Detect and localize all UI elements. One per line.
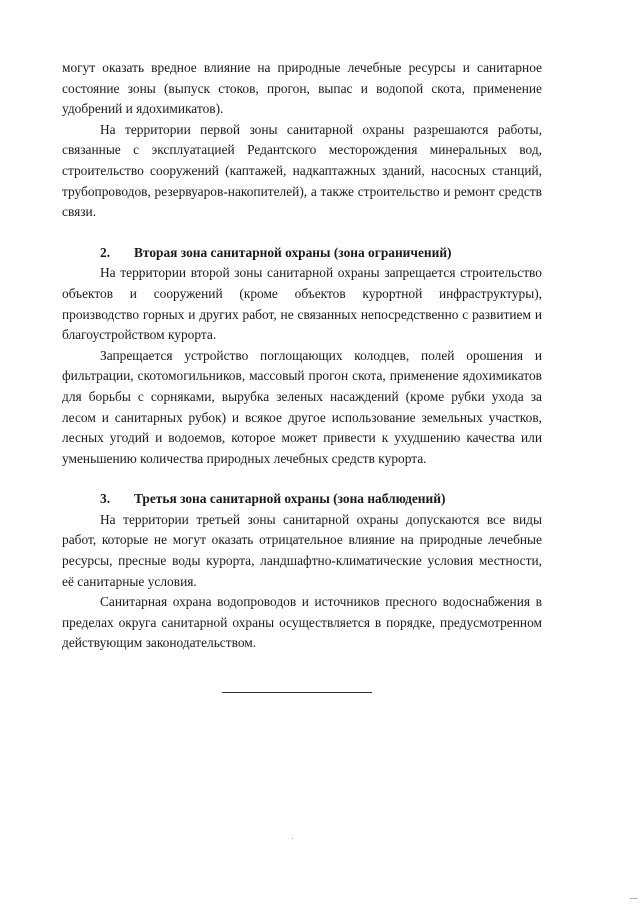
paragraph-second-zone-prohibited-activities: Запрещается устройство поглощающих колодцев, полей орошения и фильтрации, скотомогильников, массовый прогон скота, применение ядохимикатов для борьбы с сорняками, вырубка зеленых насаждений (кроме рубки ухода за лесом и санитарных рубок) и всякое другое использование земельных участков, лесных угодий и водоемов, которое может привести к ухудшению качества или уменьшению количества природных лечебных средств курорта. [62,347,542,466]
paragraph-first-zone-permitted-works: На территории первой зоны санитарной охраны разрешаются работы, связанные с эксплуатацией Редантского месторождения минеральных вод, строительство сооружений (каптажей, надкаптажных зданий, насосных станций, трубопроводов, резервуаров-накопителей), а также строительство и ремонт средств связи. [62,121,542,220]
section-title-2: Вторая зона санитарной охраны (зона ограничений) [134,244,452,260]
paragraph-continuation: могут оказать вредное влияние на природные лечебные ресурсы и санитарное состояние зоны (выпуск стоков, прогон, выпас и водопой скота, применение удобрений и ядохимикатов). [62,60,542,117]
section-number-3: 3. [100,491,111,507]
scan-speck [292,838,293,839]
section-heading-2 [62,243,542,264]
paragraph-second-zone-prohibited-construction: На территории второй зоны санитарной охраны запрещается строительство объектов и сооружений (кроме объектов курортной инфраструктуры), производство горных и других работ, не связанных непосредственно с развитием и благоустройством курорта. [62,265,542,343]
paragraph-third-zone-permitted-works: На территории третьей зоны санитарной охраны допускаются все виды работ, которые не могут оказать отрицательное влияние на природные лечебные ресурсы, пресные воды курорта, ландшафтно-климатические условия местности, её санитарные условия. [62,511,542,589]
section-heading-3 [62,489,542,510]
scan-edge-mark [630,898,638,899]
document-body [62,58,542,654]
end-divider-line [222,692,372,693]
spacer [62,223,542,243]
section-title-3: Третья зона санитарной охраны (зона наблюдений) [134,491,446,507]
paragraph-water-supply-protection: Санитарная охрана водопроводов и источников пресного водоснабжения в пределах округа санитарной охраны осуществляется в порядке, предусмотренном действующим законодательством. [62,594,542,651]
section-number-2: 2. [100,244,111,260]
spacer [62,469,542,489]
